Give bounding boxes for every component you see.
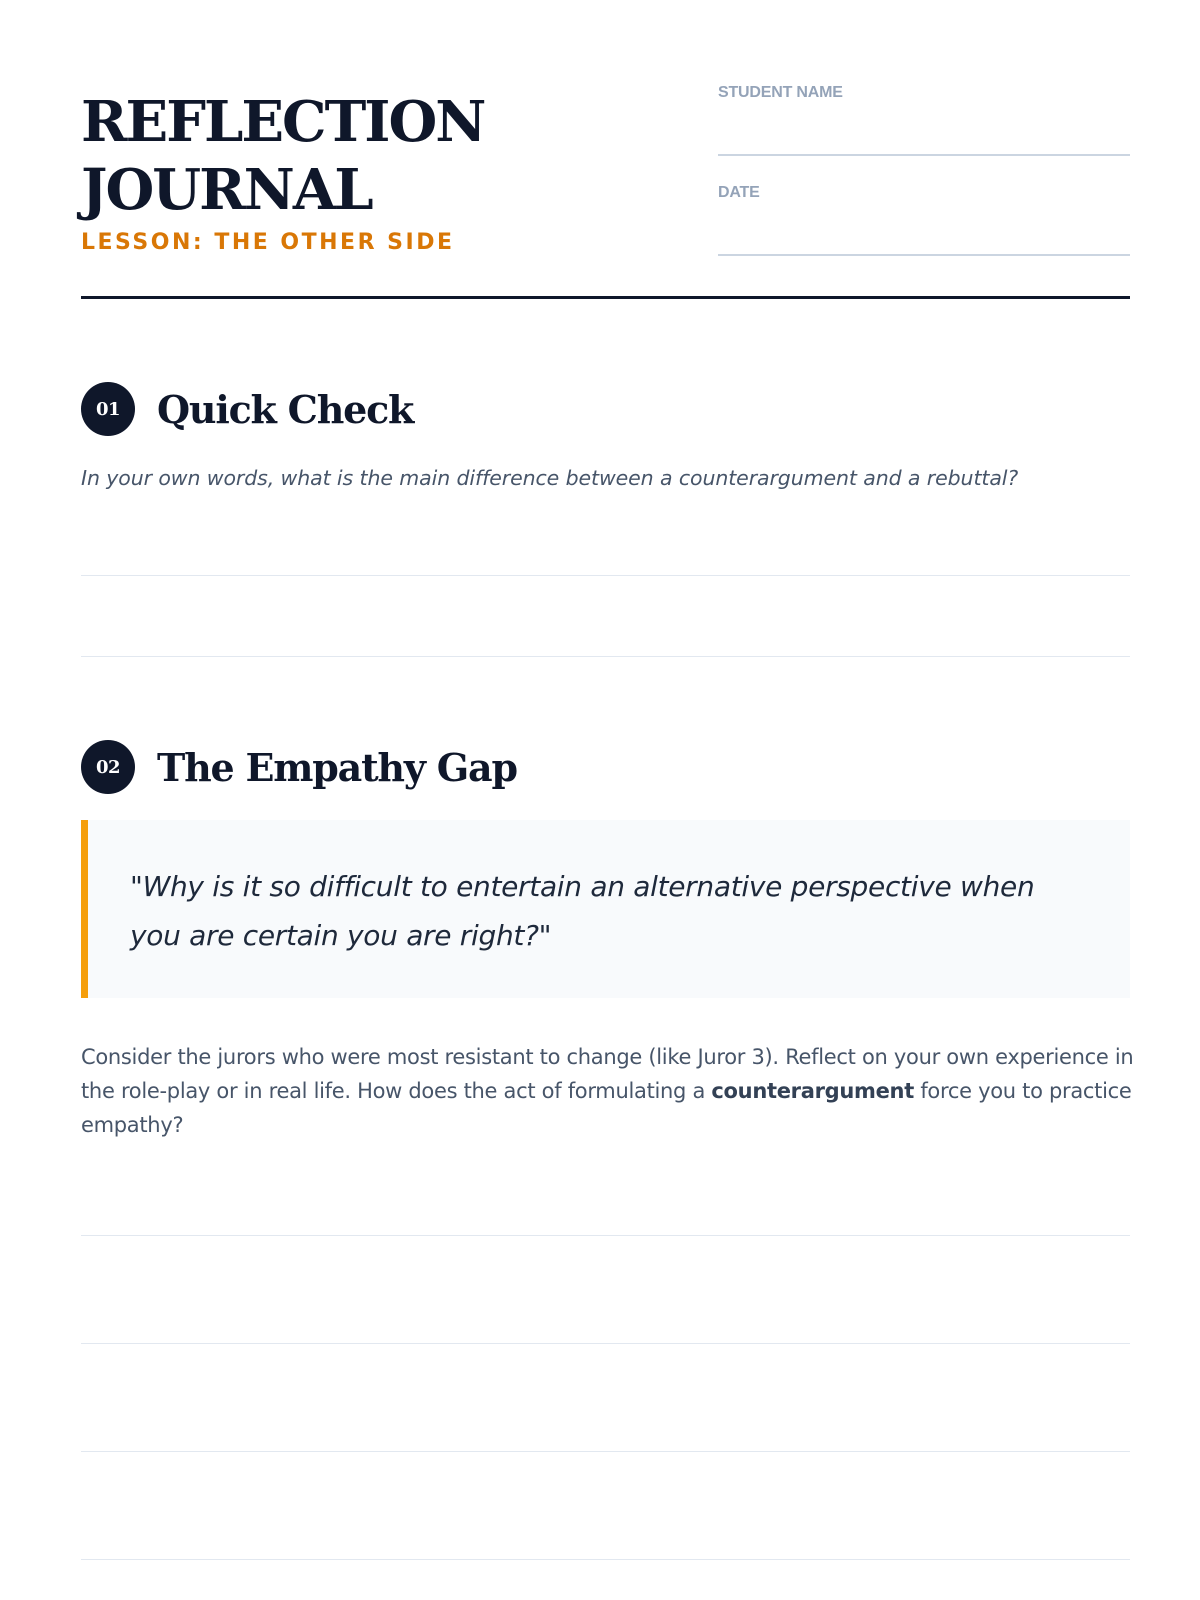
- answer-line[interactable]: [81, 1235, 1130, 1236]
- answer-line[interactable]: [81, 656, 1130, 657]
- date-field[interactable]: [718, 180, 1130, 256]
- title-block: [81, 88, 484, 255]
- prompt-text-part2: force you to practice empathy?: [81, 1079, 1132, 1137]
- prompt-text-part1: Consider the jurors who were most resistant to change (like Juror 3). Reflect on your own experience in the role-play or in real life. How does the act of formulating a: [81, 1045, 1134, 1103]
- section-empathy-gap-header: [81, 740, 517, 794]
- section-number-badge: 02: [81, 740, 135, 794]
- section-title: Quick Check: [157, 386, 414, 432]
- journal-title: [81, 88, 484, 224]
- discussion-quote: "Why is it so difficult to entertain an alternative perspective when you are certain you are right?": [130, 870, 1035, 952]
- student-info-fields: [718, 80, 1130, 280]
- section-number-badge: 01: [81, 382, 135, 436]
- answer-line[interactable]: [81, 1451, 1130, 1452]
- date-label: DATE: [718, 184, 760, 201]
- quick-check-prompt: In your own words, what is the main difference between a counterargument and a rebuttal?: [81, 466, 1019, 490]
- journal-title-line2: JOURNAL: [81, 157, 372, 223]
- section-title: The Empathy Gap: [157, 744, 517, 790]
- section-quick-check-header: [81, 382, 413, 436]
- discussion-quote-box: [81, 820, 1130, 998]
- empathy-gap-prompt: [81, 1040, 1141, 1142]
- journal-title-line1: REFLECTION: [81, 89, 485, 155]
- lesson-subtitle: LESSON: THE OTHER SIDE: [81, 230, 455, 255]
- student-name-field[interactable]: [718, 80, 1130, 156]
- answer-line[interactable]: [81, 1559, 1130, 1560]
- student-name-label: STUDENT NAME: [718, 84, 843, 101]
- header-divider: [81, 296, 1130, 299]
- prompt-keyword: counterargument: [711, 1079, 914, 1103]
- answer-line[interactable]: [81, 1343, 1130, 1344]
- answer-line[interactable]: [81, 575, 1130, 576]
